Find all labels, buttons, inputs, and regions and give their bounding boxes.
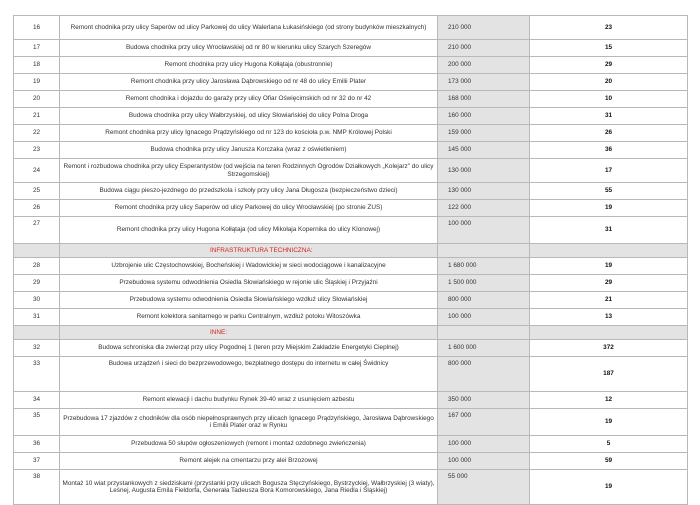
project-cost: 210 000 [438, 40, 530, 57]
section-title-infrastructure: INFRASTRUKTURA TECHNICZNA: [60, 244, 438, 258]
project-cost: 100 000 [438, 436, 530, 453]
table-row [14, 108, 688, 125]
projects-table [13, 15, 688, 505]
project-number: 27 [14, 217, 60, 244]
project-votes: 29 [530, 57, 688, 74]
project-description: Remont kolektora sanitarnego w parku Centralnym, wzdłuż potoku Witoszówka [60, 309, 438, 326]
project-number: 29 [14, 275, 60, 292]
project-number: 16 [14, 16, 60, 40]
table-row [14, 183, 688, 200]
project-number: 21 [14, 108, 60, 125]
project-cost: 210 000 [438, 16, 530, 40]
project-votes: 36 [530, 142, 688, 159]
table-row [14, 200, 688, 217]
project-cost: 100 000 [438, 217, 530, 244]
project-cost: 1 600 000 [438, 340, 530, 357]
project-description: Remont elewacji i dachu budynku Rynek 39-40 wraz z usunięciem azbestu [60, 392, 438, 409]
project-votes: 372 [530, 340, 688, 357]
project-votes: 21 [530, 292, 688, 309]
project-number: 31 [14, 309, 60, 326]
project-cost: 55 000 [438, 470, 530, 505]
project-description: Budowa chodnika przy ulicy Wrocławskiej od nr 80 w kierunku ulicy Szarych Szeregów [60, 40, 438, 57]
table-row [14, 142, 688, 159]
project-cost: 159 000 [438, 125, 530, 142]
table-row [14, 340, 688, 357]
project-description: Przebudowa 17 zjazdów z chodników dla osób niepełnosprawnych przy ulicach Ignacego Prądzyńskiego, Jarosława Dąbrowskiego i Emilii Plater oraz w Rynku [60, 409, 438, 436]
project-number: 37 [14, 453, 60, 470]
project-votes: 55 [530, 183, 688, 200]
project-number: 24 [14, 159, 60, 183]
project-description: Przebudowa 50 słupów ogłoszeniowych (remont i montaż ozdobnego zwieńczenia) [60, 436, 438, 453]
project-description: Remont alejek na cmentarzu przy alei Brzozowej [60, 453, 438, 470]
project-description: Przebudowa systemu odwodnienia Osiedla Słowiańskiego w rejonie ulic Śląskiej i Przyjaźni [60, 275, 438, 292]
project-cost: 1 500 000 [438, 275, 530, 292]
project-number: 38 [14, 470, 60, 505]
project-number: 35 [14, 409, 60, 436]
project-votes: 19 [530, 470, 688, 505]
table-row [14, 436, 688, 453]
project-votes: 31 [530, 108, 688, 125]
project-cost: 145 000 [438, 142, 530, 159]
project-description: Uzbrojenie ulic Częstochowskiej, Bocheńskiej i Wadowickiej w sieci wodociągowe i kanalizacyjne [60, 258, 438, 275]
project-cost: 173 000 [438, 74, 530, 91]
project-votes: 31 [530, 217, 688, 244]
project-description: Montaż 10 wiat przystankowych z siedziskami (przystanki przy ulicach Bogusza Stęczyńskiego, Bystrzyckiej, Wałbrzyskiej (3 wiaty), Leśnej, Augusta Emila Fieldorfa, Generała Tadeusza Bora Komorowskiego, Jana Riedla i Śląskiej) [60, 470, 438, 505]
project-number: 18 [14, 57, 60, 74]
section-row [14, 326, 688, 340]
table-row [14, 453, 688, 470]
project-description: Budowa schroniska dla zwierząt przy ulicy Pogodnej 1 (teren przy Miejskim Zakładzie Energetyki Cieplnej) [60, 340, 438, 357]
project-cost: 350 000 [438, 392, 530, 409]
table-row [14, 91, 688, 108]
project-number: 22 [14, 125, 60, 142]
project-votes: 5 [530, 436, 688, 453]
project-votes: 20 [530, 74, 688, 91]
project-cost: 200 000 [438, 57, 530, 74]
table-row [14, 258, 688, 275]
project-cost: 160 000 [438, 108, 530, 125]
project-cost: 100 000 [438, 453, 530, 470]
project-number: 34 [14, 392, 60, 409]
project-number: 32 [14, 340, 60, 357]
project-cost: 122 000 [438, 200, 530, 217]
project-votes: 26 [530, 125, 688, 142]
project-votes: 10 [530, 91, 688, 108]
project-cost: 168 000 [438, 91, 530, 108]
project-description: Remont chodnika przy ulicy Hugona Kołłątaja (od ulicy Mikołaja Kopernika do ulicy Klonowej) [60, 217, 438, 244]
table-row [14, 292, 688, 309]
project-number: 25 [14, 183, 60, 200]
table-row [14, 125, 688, 142]
project-cost: 100 000 [438, 309, 530, 326]
table-row [14, 392, 688, 409]
project-cost: 1 680 000 [438, 258, 530, 275]
project-number: 26 [14, 200, 60, 217]
table-row [14, 16, 688, 40]
table-row [14, 357, 688, 392]
project-description: Remont chodnika przy ulicy Saperów od ulicy Parkowej do ulicy Walerlana Łukasińskiego (od strony budynków mieszkalnych) [60, 16, 438, 40]
project-number: 17 [14, 40, 60, 57]
project-votes: 19 [530, 409, 688, 436]
project-description: Budowa urządzeń i sieci do bezprzewodowego, bezpłatnego dostępu do internetu w całej Świdnicy [60, 357, 438, 392]
table-row [14, 74, 688, 91]
project-cost: 130 000 [438, 183, 530, 200]
project-votes: 19 [530, 258, 688, 275]
project-votes: 59 [530, 453, 688, 470]
table-row [14, 309, 688, 326]
project-number: 23 [14, 142, 60, 159]
project-votes: 187 [530, 357, 688, 392]
project-description: Budowa chodnika przy ulicy Janusza Korczaka (wraz z oświetleniem) [60, 142, 438, 159]
project-votes: 12 [530, 392, 688, 409]
table-row [14, 57, 688, 74]
project-votes: 13 [530, 309, 688, 326]
project-cost: 167 000 [438, 409, 530, 436]
project-description: Remont chodnika i dojazdu do garaży przy ulicy Ofiar Oświęcimskich od nr 32 do nr 42 [60, 91, 438, 108]
table-row [14, 40, 688, 57]
project-description: Remont chodnika przy ulicy Saperów od ulicy Parkowej do ulicy Wrocławskiej (po stronie ZUS) [60, 200, 438, 217]
section-row [14, 244, 688, 258]
project-table-page [13, 15, 687, 505]
table-row [14, 409, 688, 436]
table-row [14, 217, 688, 244]
project-number: 30 [14, 292, 60, 309]
project-votes: 23 [530, 16, 688, 40]
project-number: 28 [14, 258, 60, 275]
project-description: Remont chodnika przy ulicy Ignacego Prądzyńskiego od nr 123 do kościoła p.w. NMP Królowej Polski [60, 125, 438, 142]
project-votes: 17 [530, 159, 688, 183]
project-description: Remont chodnika przy ulicy Hugona Kołłątaja (obustronnie) [60, 57, 438, 74]
project-cost: 130 000 [438, 159, 530, 183]
project-description: Remont chodnika przy ulicy Jarosława Dąbrowskiego od nr 48 do ulicy Emilii Plater [60, 74, 438, 91]
table-row [14, 275, 688, 292]
project-number: 19 [14, 74, 60, 91]
table-row [14, 159, 688, 183]
table-row [14, 470, 688, 505]
project-description: Przebudowa systemu odwodnienia Osiedla Słowiańskiego wzdłuż ulicy Słowiańskiej [60, 292, 438, 309]
project-description: Remont i rozbudowa chodnika przy ulicy Esperantystów (od wejścia na teren Rodzinnych Ogrodów Działkowych „Kolejarz" do ulicy Strzegomskiej) [60, 159, 438, 183]
project-number: 36 [14, 436, 60, 453]
project-number: 20 [14, 91, 60, 108]
project-votes: 19 [530, 200, 688, 217]
project-cost: 800 000 [438, 357, 530, 392]
project-cost: 800 000 [438, 292, 530, 309]
project-description: Budowa ciągu pieszo-jezdnego do przedszkola i szkoły przy ulicy Jana Długosza (bezpieczeństwo dzieci) [60, 183, 438, 200]
project-votes: 15 [530, 40, 688, 57]
project-votes: 29 [530, 275, 688, 292]
project-description: Budowa chodnika przy ulicy Wałbrzyskiej, od ulicy Słowiańskiej do ulicy Polna Droga [60, 108, 438, 125]
section-title-other: INNE: [60, 326, 438, 340]
project-number: 33 [14, 357, 60, 392]
